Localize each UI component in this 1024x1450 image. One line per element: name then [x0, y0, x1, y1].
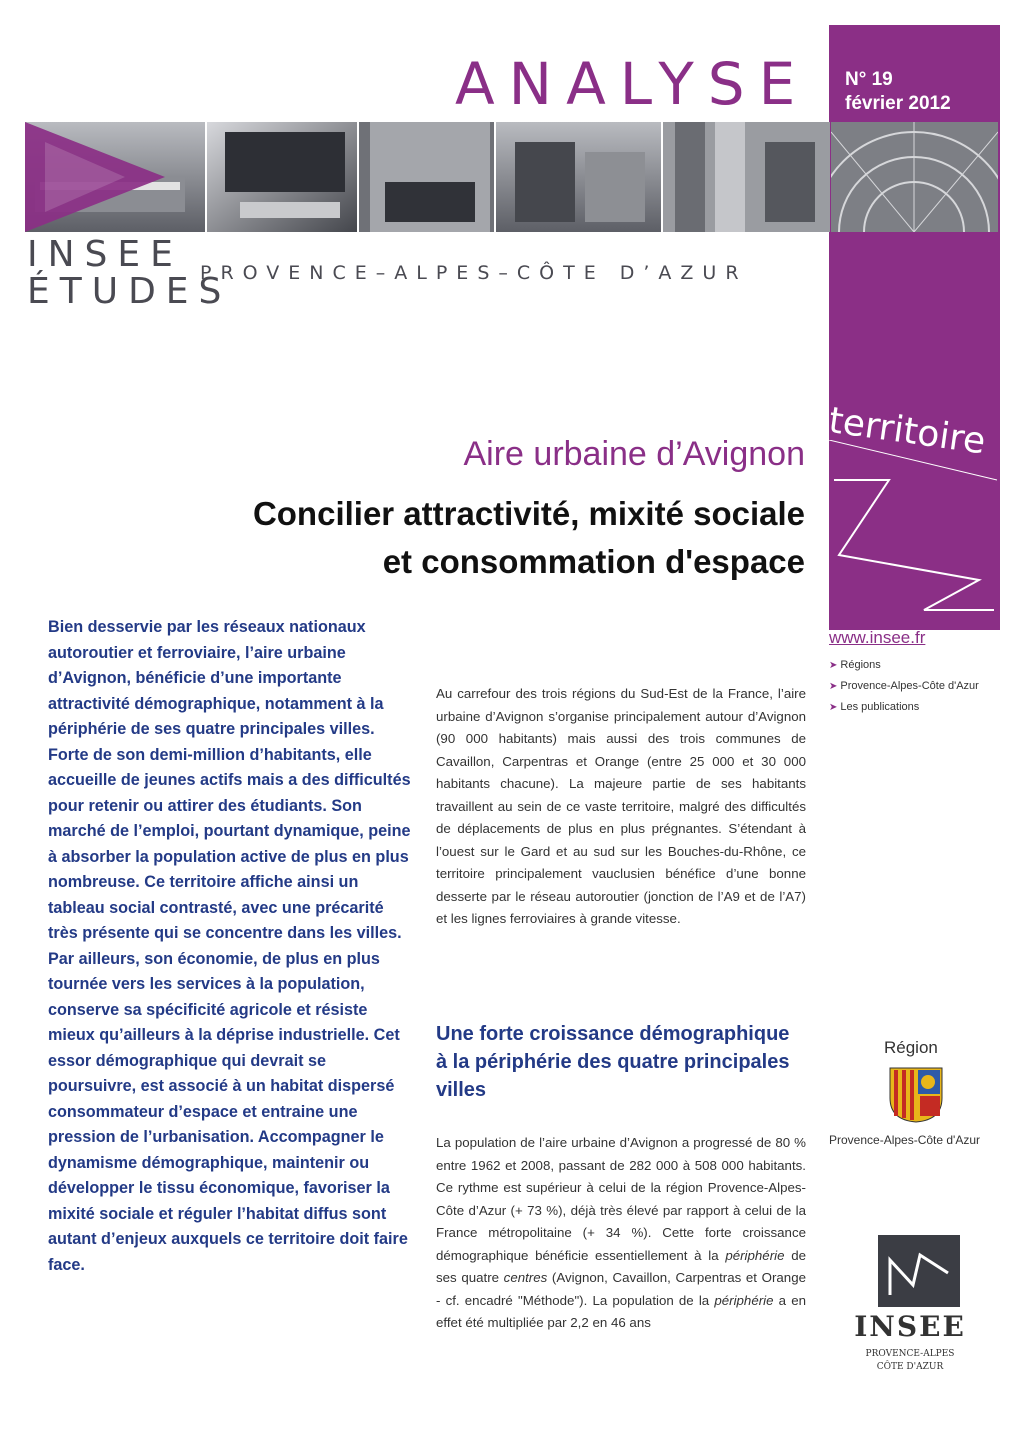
series-title: ANALYSE — [455, 50, 810, 118]
body-paragraph-1: Au carrefour des trois régions du Sud-Est de la France, l’aire urbaine d’Avignon s’organise principalement autour d’Avignon (90 000 habitants) mais aussi des trois communes de Cavaillon, Carpentras et Orange (entre 25 000 et 30 000 habitants chacune). La majeure partie de ses habitants travaillent au sein de ce vaste territoire, malgré des difficultés de déplacements de plus en plus prégnantes. S’étendant à l’ouest sur le Gard et au sud sur les Bouches-du-Rhône, ce territoire principalement vauclusien bénéfice d’une bonne desserte par le réseau autoroutier (jonction de l’A9 et de l’A7) et les lignes ferroviaires à grande vitesse. — [436, 686, 806, 926]
region-logo-caption: Provence-Alpes-Côte d'Azur — [829, 1133, 981, 1147]
insee-logo-text: INSEE — [854, 1310, 966, 1343]
header-photo-collage — [25, 122, 830, 232]
region-name: PROVENCE–ALPES–CÔTE D’AZUR — [200, 262, 748, 284]
arrow-icon: ➤ — [829, 702, 838, 713]
header-photo-strip — [25, 122, 830, 232]
dome-photo — [831, 122, 998, 232]
sidebar-links — [829, 655, 979, 718]
arrow-icon: ➤ — [829, 681, 838, 692]
subtitle: Aire urbaine d’Avignon — [463, 435, 805, 473]
insee-logo-icon — [878, 1235, 960, 1307]
insee-logo-subtitle-1: PROVENCE-ALPES — [865, 1349, 955, 1359]
region-logo-label: Région — [884, 1038, 938, 1057]
intro-summary: Bien desservie par les réseaux nationaux autoroutier et ferroviaire, l’aire urbaine d’Avignon, bénéficie d’une importante attractivité démographique, notamment à la périphérie de ses quatre principales villes. Forte de son demi-million d’habitants, elle accueille de jeunes actifs mais a des difficultés pour retenir ou attirer des étudiants. Son marché de l’emploi, pourtant dynamique, peine à absorber la population active de plus en plus nombreuse. Ce territoire affiche ainsi un tableau social contrasté, avec une précarité très présente qui se concentre dans les villes. Par ailleurs, son économie, de plus en plus tournée vers les services à la population, conserve sa spécificité agricole et résiste mieux qu’ailleurs à la déprise industrielle. Cet essor démographique qui devrait se poursuivre, est associé à un habitat dispersé consommateur d’espace et entraine une pression de l’urbanisation. Accompagner le dynamisme démographique, maintenir ou développer le tissu économique, favoriser la mixité sociale et réguler l’habitat diffus sont autant d’enjeux auxquels ce territoire doit faire face. — [48, 618, 411, 1274]
section-heading: Une forte croissance démographique à la périphérie des quatre principales villes — [436, 1023, 790, 1101]
body-paragraph-2: La population de l’aire urbaine d’Avignon a progressé de 80 % entre 1962 et 2008, passant de 282 000 à 508 000 habitants. Ce rythme est supérieur à celui de la région Provence-Alpes-Côte d’Azur (+ 73 %), déjà très élevé par rapport à celui de la France métropolitaine (+ 34 %). Cette forte croissance démographique bénéficie essentiellement à la périphérie de ses quatre centres (Avignon, Cavaillon, Carpentras et Orange - cf. encadré "Méthode"). La population de la périphérie a en effet été multipliée par 2,2 en 46 ans — [436, 1135, 806, 1330]
territoire-zigzag-graphic — [829, 440, 1000, 620]
brand-etudes: ÉTUDES — [27, 271, 232, 312]
sidebar-link-regions[interactable]: ➤ Régions — [829, 659, 881, 671]
insee-logo-subtitle-2: CÔTE D'AZUR — [876, 1362, 944, 1372]
main-title-line1: Concilier attractivité, mixité sociale — [252, 495, 805, 532]
insee-site-link[interactable]: www.insee.fr — [829, 628, 926, 647]
sidebar-link-paca[interactable]: ➤ Provence-Alpes-Côte d'Azur — [829, 680, 979, 692]
main-title — [160, 490, 805, 586]
issue-number: N° 19 — [845, 69, 893, 90]
region-coat-of-arms-icon — [888, 1066, 944, 1124]
issue-date: février 2012 — [845, 93, 951, 114]
sidebar-link-publications[interactable]: ➤ Les publications — [829, 701, 920, 713]
collection-label: territoire — [826, 400, 989, 463]
main-title-line2: et consommation d'espace — [382, 543, 805, 580]
arrow-icon: ➤ — [829, 660, 838, 671]
brand-insee: INSEE — [27, 234, 183, 275]
